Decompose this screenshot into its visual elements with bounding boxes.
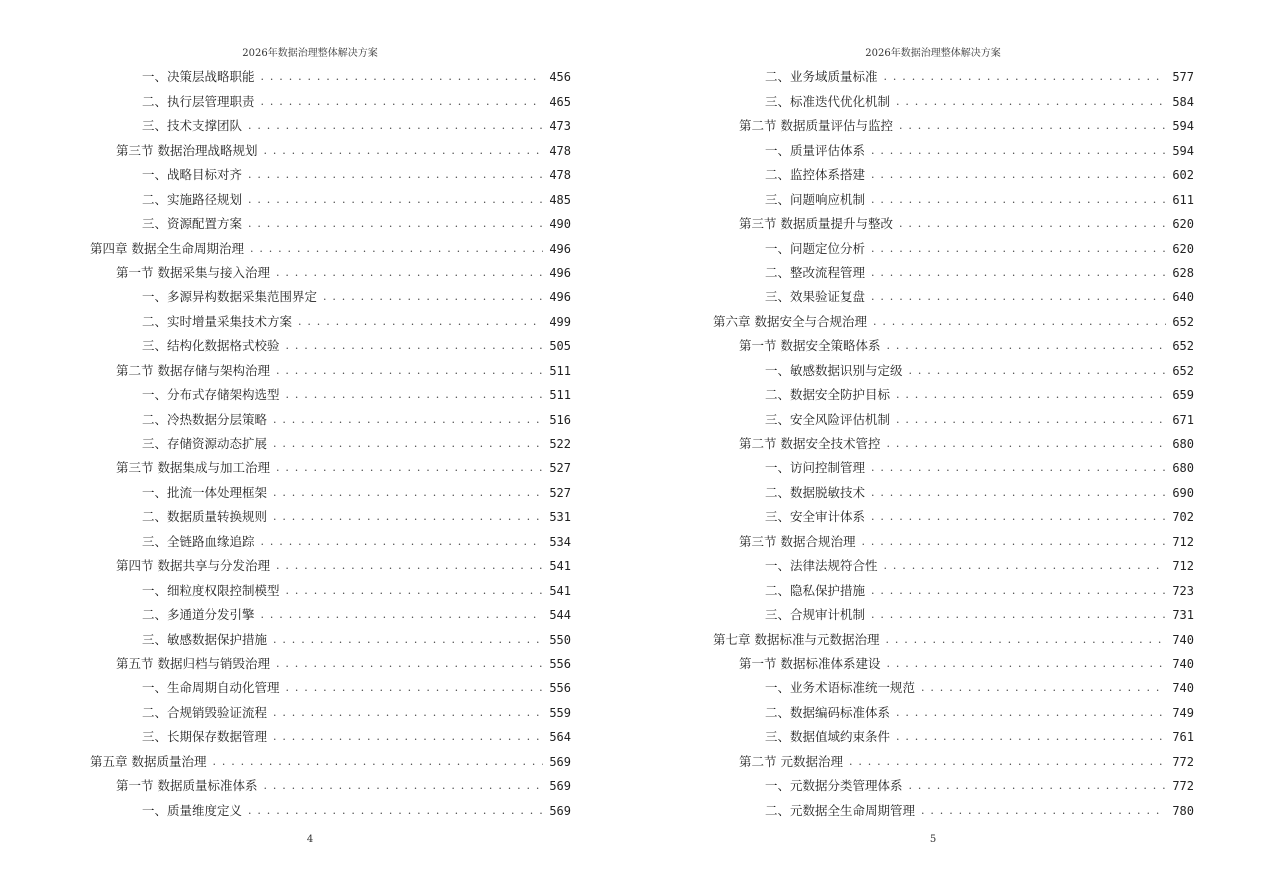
dot-leader (871, 190, 1166, 210)
toc-entry-page: 749 (1172, 705, 1194, 720)
dot-leader (286, 581, 544, 601)
toc-entry[interactable] (713, 503, 1194, 527)
toc-entry-title: 第四节 数据共享与分发治理 (116, 558, 270, 574)
toc-entry[interactable] (90, 723, 571, 747)
dot-leader (248, 801, 543, 821)
toc-entry-title: 第三节 数据合规治理 (739, 533, 856, 549)
toc-entry-title: 一、敏感数据识别与定级 (765, 362, 903, 378)
toc-entry-page: 527 (549, 485, 571, 500)
dot-leader (909, 776, 1167, 796)
toc-entry-title: 三、技术支撑团队 (142, 118, 243, 134)
dot-leader (273, 507, 543, 527)
toc-entry-page: 569 (549, 779, 571, 794)
toc-entry-title: 二、冷热数据分层策略 (142, 411, 268, 427)
toc-entry-page: 550 (549, 632, 571, 647)
toc-entry-title: 第二节 元数据治理 (739, 753, 843, 769)
toc-entry-title: 二、实时增量采集技术方案 (142, 313, 293, 329)
toc-entry[interactable] (713, 161, 1194, 185)
toc-entry[interactable] (713, 356, 1194, 380)
toc-entry[interactable] (90, 601, 571, 625)
toc-entry-title: 一、细粒度权限控制模型 (142, 582, 280, 598)
table-of-contents (90, 63, 571, 821)
toc-entry-page: 680 (1172, 461, 1194, 476)
toc-entry-title: 三、安全风险评估机制 (765, 411, 891, 427)
dot-leader (871, 239, 1166, 259)
toc-entry-title: 二、数据安全防护目标 (765, 387, 891, 403)
running-header: 2026年数据治理整体解决方案 (865, 48, 1001, 59)
toc-entry-page: 594 (1172, 119, 1194, 134)
dot-leader (871, 458, 1166, 478)
dot-leader (276, 263, 543, 283)
dot-leader (212, 752, 543, 772)
dot-leader (261, 67, 544, 87)
dot-leader (886, 434, 1166, 454)
toc-entry-page: 534 (549, 534, 571, 549)
toc-entry-title: 第二节 数据质量评估与监控 (739, 118, 893, 134)
dot-leader (896, 727, 1166, 747)
toc-entry[interactable] (90, 63, 571, 87)
toc-entry-title: 三、资源配置方案 (142, 216, 243, 232)
toc-entry-page: 740 (1172, 656, 1194, 671)
dot-leader (261, 605, 544, 625)
toc-entry-title: 一、批流一体处理框架 (142, 484, 268, 500)
toc-entry-title: 一、战略目标对齐 (142, 167, 243, 183)
dot-leader (248, 214, 543, 234)
toc-entry-page: 473 (549, 119, 571, 134)
toc-entry[interactable] (90, 87, 571, 111)
toc-entry-page: 564 (549, 730, 571, 745)
toc-entry[interactable] (713, 405, 1194, 429)
table-of-contents (713, 63, 1194, 821)
toc-entry-title: 三、安全审计体系 (765, 509, 866, 525)
toc-entry-page: 620 (1172, 241, 1194, 256)
toc-entry-title: 二、业务域质量标准 (765, 69, 878, 85)
toc-entry-page: 761 (1172, 730, 1194, 745)
dot-leader (886, 654, 1166, 674)
dot-leader (273, 483, 543, 503)
toc-entry[interactable] (713, 283, 1194, 307)
toc-entry[interactable] (713, 430, 1194, 454)
toc-entry-page: 485 (549, 192, 571, 207)
toc-entry-page: 611 (1172, 192, 1194, 207)
toc-entry[interactable] (90, 625, 571, 649)
toc-entry-page: 680 (1172, 437, 1194, 451)
dot-leader (873, 312, 1166, 332)
toc-entry-title: 第三节 数据质量提升与整改 (739, 216, 893, 232)
toc-entry-title: 第二节 数据存储与架构治理 (116, 362, 270, 378)
dot-leader (286, 336, 544, 356)
toc-entry-page: 569 (549, 803, 571, 818)
toc-entry-title: 三、合规审计机制 (765, 607, 866, 623)
dot-leader (871, 581, 1166, 601)
toc-entry[interactable] (90, 650, 571, 674)
toc-entry-page: 780 (1172, 803, 1194, 818)
toc-entry[interactable] (713, 112, 1194, 136)
toc-entry[interactable] (713, 332, 1194, 356)
dot-leader (899, 214, 1166, 234)
toc-entry-title: 二、数据编码标准体系 (765, 704, 891, 720)
right-page (633, 0, 1233, 895)
dot-leader (849, 752, 1166, 772)
toc-entry[interactable] (713, 552, 1194, 576)
toc-entry-page: 531 (549, 510, 571, 525)
dot-leader (884, 67, 1167, 87)
toc-entry-title: 一、多源异构数据采集范围界定 (142, 289, 318, 305)
toc-entry-page: 544 (549, 608, 571, 623)
toc-entry[interactable] (90, 161, 571, 185)
toc-entry[interactable] (90, 259, 571, 283)
toc-entry-title: 一、问题定位分析 (765, 240, 866, 256)
toc-entry-page: 496 (549, 290, 571, 305)
toc-entry[interactable] (90, 185, 571, 209)
toc-entry[interactable] (90, 381, 571, 405)
toc-entry-page: 772 (1172, 754, 1194, 769)
toc-entry[interactable] (90, 576, 571, 600)
toc-entry-page: 496 (549, 241, 571, 256)
toc-entry-title: 二、实施路径规划 (142, 191, 243, 207)
toc-entry[interactable] (713, 576, 1194, 600)
toc-entry[interactable] (713, 772, 1194, 796)
toc-entry-title: 一、法律法规符合性 (765, 558, 878, 574)
toc-entry-page: 702 (1172, 510, 1194, 525)
toc-entry-page: 671 (1172, 412, 1194, 427)
toc-entry-page: 478 (549, 143, 571, 158)
dot-leader (885, 630, 1166, 650)
toc-entry-title: 第三节 数据集成与加工治理 (116, 460, 270, 476)
dot-leader (899, 116, 1166, 136)
toc-entry-page: 652 (1172, 363, 1194, 378)
dot-leader (896, 92, 1166, 112)
toc-entry[interactable] (90, 112, 571, 136)
toc-entry[interactable] (90, 698, 571, 722)
dot-leader (286, 678, 544, 698)
dot-leader (276, 458, 543, 478)
toc-entry-page: 490 (549, 217, 571, 232)
toc-entry[interactable] (90, 503, 571, 527)
toc-entry-title: 二、整改流程管理 (765, 264, 866, 280)
dot-leader (261, 532, 544, 552)
left-page (10, 0, 610, 895)
dot-leader (248, 165, 543, 185)
toc-entry[interactable] (90, 430, 571, 454)
toc-entry-title: 二、数据质量转换规则 (142, 509, 268, 525)
toc-entry-title: 第七章 数据标准与元数据治理 (713, 631, 880, 647)
dot-leader (871, 287, 1166, 307)
toc-entry[interactable] (713, 234, 1194, 258)
toc-entry-title: 二、执行层管理职责 (142, 93, 255, 109)
dot-leader (273, 727, 543, 747)
toc-entry-title: 第四章 数据全生命周期治理 (90, 240, 244, 256)
toc-entry-title: 三、敏感数据保护措施 (142, 631, 268, 647)
dot-leader (263, 776, 543, 796)
toc-entry[interactable] (90, 234, 571, 258)
dot-leader (261, 92, 544, 112)
toc-entry-title: 一、生命周期自动化管理 (142, 680, 280, 696)
toc-entry[interactable] (713, 259, 1194, 283)
toc-entry[interactable] (713, 527, 1194, 551)
dot-leader (273, 703, 543, 723)
toc-entry-title: 第一节 数据安全策略体系 (739, 338, 881, 354)
toc-entry-page: 569 (549, 754, 571, 769)
toc-entry[interactable] (90, 796, 571, 820)
toc-entry-page: 511 (549, 363, 571, 378)
dot-leader (909, 361, 1167, 381)
toc-entry-title: 一、业务术语标准统一规范 (765, 680, 916, 696)
toc-entry-title: 三、标准迭代优化机制 (765, 93, 891, 109)
toc-entry-title: 三、结构化数据格式校验 (142, 338, 280, 354)
dot-leader (248, 190, 543, 210)
toc-entry-page: 584 (1172, 94, 1194, 109)
toc-entry-page: 659 (1172, 388, 1194, 403)
toc-entry[interactable] (90, 136, 571, 160)
dot-leader (871, 141, 1166, 161)
toc-entry-page: 465 (549, 94, 571, 109)
toc-entry-title: 一、访问控制管理 (765, 460, 866, 476)
toc-entry[interactable] (90, 454, 571, 478)
toc-entry-title: 三、问题响应机制 (765, 191, 866, 207)
toc-entry-page: 511 (549, 388, 571, 403)
toc-entry[interactable] (713, 87, 1194, 111)
toc-entry[interactable] (713, 796, 1194, 820)
toc-entry-page: 496 (549, 265, 571, 280)
toc-entry[interactable] (713, 185, 1194, 209)
dot-leader (248, 116, 543, 136)
dot-leader (286, 385, 544, 405)
toc-entry-title: 二、多通道分发引擎 (142, 607, 255, 623)
toc-entry-page: 690 (1172, 485, 1194, 500)
toc-entry-title: 一、元数据分类管理体系 (765, 778, 903, 794)
dot-leader (871, 507, 1166, 527)
toc-entry-page: 541 (549, 559, 571, 574)
dot-leader (273, 410, 543, 430)
toc-entry-title: 二、监控体系搭建 (765, 167, 866, 183)
toc-entry-page: 478 (549, 168, 571, 183)
dot-leader (896, 410, 1166, 430)
toc-entry[interactable] (713, 674, 1194, 698)
toc-entry-page: 731 (1172, 608, 1194, 623)
toc-entry[interactable] (713, 478, 1194, 502)
toc-entry[interactable] (90, 210, 571, 234)
toc-entry-title: 第五章 数据质量治理 (90, 753, 207, 769)
toc-entry[interactable] (713, 136, 1194, 160)
toc-entry-title: 第三节 数据治理战略规划 (116, 142, 258, 158)
toc-entry[interactable] (90, 552, 571, 576)
toc-entry-page: 652 (1172, 314, 1194, 329)
page-number: 4 (306, 834, 314, 845)
toc-entry[interactable] (90, 747, 571, 771)
dot-leader (276, 361, 543, 381)
dot-leader (921, 678, 1166, 698)
toc-entry[interactable] (713, 63, 1194, 87)
toc-entry-page: 556 (549, 656, 571, 671)
toc-entry-page: 541 (549, 583, 571, 598)
dot-leader (250, 239, 543, 259)
toc-entry-page: 602 (1172, 168, 1194, 183)
toc-entry[interactable] (713, 625, 1194, 649)
toc-entry[interactable] (713, 650, 1194, 674)
toc-entry-title: 一、质量评估体系 (765, 142, 866, 158)
dot-leader (323, 287, 543, 307)
toc-entry-page: 772 (1172, 779, 1194, 794)
toc-entry-title: 第五节 数据归档与销毁治理 (116, 655, 270, 671)
toc-entry-title: 三、效果验证复盘 (765, 289, 866, 305)
toc-entry-page: 712 (1172, 534, 1194, 549)
dot-leader (886, 336, 1166, 356)
toc-entry-page: 559 (549, 705, 571, 720)
toc-entry[interactable] (713, 747, 1194, 771)
dot-leader (896, 385, 1166, 405)
toc-entry[interactable] (713, 210, 1194, 234)
toc-entry-page: 740 (1172, 632, 1194, 647)
toc-entry-page: 628 (1172, 265, 1194, 280)
dot-leader (263, 141, 543, 161)
toc-entry[interactable] (713, 723, 1194, 747)
toc-entry-title: 第一节 数据质量标准体系 (116, 778, 258, 794)
toc-entry-page: 556 (549, 681, 571, 696)
dot-leader (921, 801, 1166, 821)
toc-entry[interactable] (713, 454, 1194, 478)
toc-entry-page: 456 (549, 70, 571, 85)
toc-entry-title: 三、数据值域约束条件 (765, 729, 891, 745)
running-header: 2026年数据治理整体解决方案 (242, 48, 378, 59)
toc-entry-title: 第二节 数据安全技术管控 (739, 436, 881, 451)
dot-leader (273, 434, 543, 454)
toc-entry[interactable] (90, 527, 571, 551)
toc-entry-page: 712 (1172, 559, 1194, 574)
toc-entry[interactable] (90, 307, 571, 331)
toc-entry[interactable] (90, 772, 571, 796)
toc-entry[interactable] (90, 674, 571, 698)
dot-leader (871, 605, 1166, 625)
toc-entry-page: 740 (1172, 681, 1194, 696)
toc-entry-page: 640 (1172, 290, 1194, 305)
toc-entry-page: 652 (1172, 339, 1194, 354)
dot-leader (276, 654, 543, 674)
toc-entry-title: 三、存储资源动态扩展 (142, 436, 268, 451)
toc-entry-title: 一、质量维度定义 (142, 802, 243, 818)
toc-entry[interactable] (713, 698, 1194, 722)
toc-entry[interactable] (90, 405, 571, 429)
toc-entry-page: 522 (549, 437, 571, 451)
dot-leader (871, 483, 1166, 503)
dot-leader (871, 165, 1166, 185)
toc-entry-page: 505 (549, 339, 571, 354)
toc-entry[interactable] (713, 381, 1194, 405)
toc-entry-title: 二、隐私保护措施 (765, 582, 866, 598)
dot-leader (884, 556, 1167, 576)
toc-entry-title: 第一节 数据标准体系建设 (739, 655, 881, 671)
toc-entry-page: 723 (1172, 583, 1194, 598)
toc-entry-page: 499 (549, 314, 571, 329)
toc-entry[interactable] (90, 478, 571, 502)
toc-entry[interactable] (90, 332, 571, 356)
toc-entry-page: 516 (549, 412, 571, 427)
toc-entry-title: 第一节 数据采集与接入治理 (116, 264, 270, 280)
toc-entry-page: 577 (1172, 70, 1194, 85)
toc-entry[interactable] (713, 307, 1194, 331)
toc-entry-title: 二、数据脱敏技术 (765, 484, 866, 500)
toc-entry-title: 二、合规销毁验证流程 (142, 704, 268, 720)
toc-entry-title: 第六章 数据安全与合规治理 (713, 313, 867, 329)
dot-leader (273, 630, 543, 650)
toc-entry-page: 527 (549, 461, 571, 476)
toc-entry-title: 一、分布式存储架构选型 (142, 387, 280, 403)
dot-leader (861, 532, 1166, 552)
toc-entry[interactable] (90, 356, 571, 380)
page-number: 5 (929, 834, 937, 845)
dot-leader (276, 556, 543, 576)
toc-entry-page: 594 (1172, 143, 1194, 158)
toc-entry-title: 三、全链路血缘追踪 (142, 533, 255, 549)
dot-leader (871, 263, 1166, 283)
dot-leader (896, 703, 1166, 723)
toc-entry[interactable] (90, 283, 571, 307)
toc-entry-title: 三、长期保存数据管理 (142, 729, 268, 745)
dot-leader (298, 312, 543, 332)
toc-entry[interactable] (713, 601, 1194, 625)
toc-entry-page: 620 (1172, 217, 1194, 232)
toc-entry-title: 二、元数据全生命周期管理 (765, 802, 916, 818)
toc-entry-title: 一、决策层战略职能 (142, 69, 255, 85)
